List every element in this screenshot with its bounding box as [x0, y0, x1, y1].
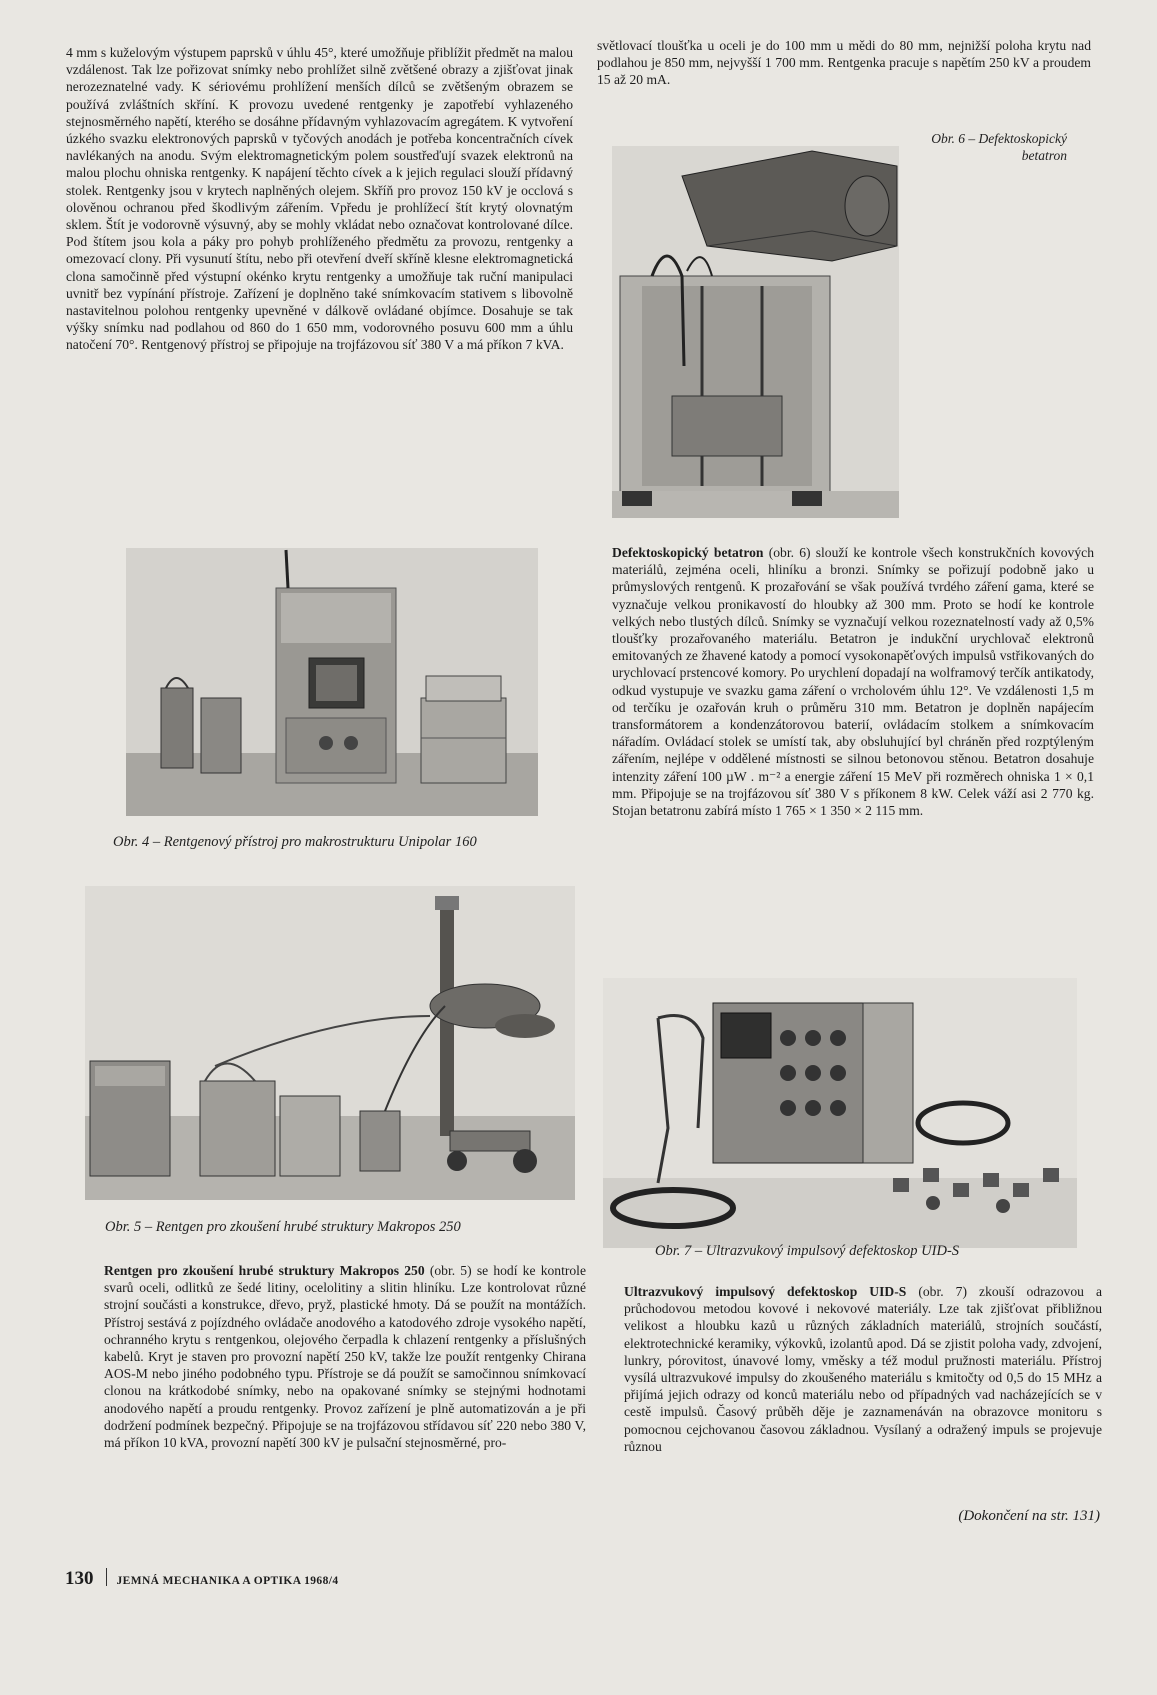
- page-number: 130: [65, 1568, 94, 1589]
- uid-s-heading: Ultrazvukový impulsový defektoskop UID-S: [624, 1284, 907, 1299]
- left-column-text-bottom: [104, 1262, 586, 1451]
- continuation-note: (Dokončení na str. 131): [958, 1508, 1100, 1524]
- page-footer: [65, 1566, 338, 1590]
- footer-divider: [106, 1568, 107, 1586]
- right-column-text-top: [597, 37, 1091, 89]
- makropos-body: (obr. 5) se hodí ke kontrole svarů oceli, odlitků ze šedé litiny, ocelolitiny a slitin hliníku. Lze kontrolovat různé strojní součásti a konstrukce, dřevo, pryž, plastické hmoty. Dá se použít na montážích. Přístroj sestává z pojízdného ovládače anodového a katodového zdroje vysokého napětí, ochranného krytu s rentgenkou, olejového čerpadla k chlazení rentgenky a příslušných kabelů. Kryt je staven pro provozní napětí 250 kV, takže lze použít rentgenky Chirana AOS-M nebo jiného podobného typu. Přístroje se dá použít se samočinnou snímkovací clonou na krátkodobé snímky, nebo na opakované snímky se stejnými hodnotami anodového napětí a proudu rentgenky. Provoz zařízení je plně automatizován a je při dodržení podmínek bezpečný. Připojuje se na trojfázovou střídavou síť 220 nebo 380 V, má příkon 10 kVA, provozní napětí 300 kV je pulsační stejnosměrné, pro-: [104, 1263, 586, 1451]
- journal-name: JEMNÁ MECHANIKA A OPTIKA 1968/4: [116, 1575, 339, 1587]
- makropos-heading: Rentgen pro zkoušení hrubé struktury Makropos 250: [104, 1263, 425, 1278]
- figure-4-caption: Obr. 4 – Rentgenový přístroj pro makrostrukturu Unipolar 160: [113, 834, 477, 850]
- left-paragraph-1: 4 mm s kuželovým výstupem paprsků v úhlu 45°, které umožňuje přiblížit předmět na malou vzdálenost. Tak lze pořizovat snímky nebo prohlížet silně zvětšené obrazy a zjišťovat jinak nerozeznatelné vady. K sériovému prohlížení menších dílců se zvětšeným obrazem se používá zvláštních skříní. K provozu uvedené rentgenky je zapotřebí vyhlazeného stejnosměrného napětí, kterého se dosáhne přídavným vyhlazovacím agregátem. K vytvoření úzkého svazku elektronových paprsků v tyčových anodách je potřeba koncentračních cívek navlékaných na anodu. Svým elektromagnetickým polem soustřeďují svazek elektronů na malou plochu ohniska rentgenky. K napájení těchto cívek a k jejich regulaci slouží přídavný stolek. Rentgenky jsou v krytech naplněných olejem. Skříň pro provoz 150 kV je occlová s olověnou ochranou před škodlivým zářením. Vpředu je prohlížecí štít krytý olovnatým sklem. Štít je vodorovně výsuvný, aby se mohly vkládat nebo označovat kontrolované dílce. Pod štítem jsou kola a páky pro pohyb prohlíženého předmětu za provozu, rentgenky a omezovací clony. Při vysunutí štítu, nebo při otevření dveří skříně klesne elektromagnetická clona samočinně před výstupní okénko krytu rentgenky a umožňuje tak ruční manipulaci uvnitř bez vypínání přístroje. Zařízení je doplněno také snímkovacím stativem s libovolně nastavitelnou polohou rentgenky upevněné v dálkově ovládané objímce. Dosahuje se tak výšky snímku nad podlahou od 860 do 1 650 mm, vodorovného posuvu 600 mm a úhlu natočení 70°. Rentgenový přístroj se připojuje na trojfázovou síť 380 V a má příkon 7 kVA.: [66, 45, 573, 353]
- right-paragraph-1: světlovací tloušťka u oceli je do 100 mm u mědi do 80 mm, nejnižší poloha krytu nad podlahou je 850 mm, nejvyšší 1 700 mm. Rentgenka pracuje s napětím 250 kV a proudem 15 až 20 mA.: [597, 38, 1091, 88]
- right-paragraph-3: [624, 1283, 1102, 1455]
- betatron-heading: Defektoskopický betatron: [612, 545, 764, 560]
- figure-5-photo: [85, 886, 575, 1200]
- right-column-text-bottom: [624, 1283, 1102, 1455]
- figure-7-photo: [603, 978, 1077, 1248]
- figure-7-caption: Obr. 7 – Ultrazvukový impulsový defektoskop UID-S: [655, 1243, 960, 1259]
- figure-5-caption: Obr. 5 – Rentgen pro zkoušení hrubé struktury Makropos 250: [105, 1219, 461, 1235]
- uid-s-body: (obr. 7) zkouší odrazovou a průchodovou metodou kovové i nekovové materiály. Lze tak zjišťovat přibližnou velikost a hloubku kazů u různých základních materiálů, strojních součástí, elektrotechnické keramiky, výkovků, izolantů apod. Dá se zjistit poloha vady, zdvojení, lunkry, pórovitost, únavové lomy, vměsky a též modul pružnosti materiálu. Přístroj vysílá ultrazvukové impulsy do zkoušeného materiálu s kmitočty od 0,5 do 15 MHz a přijímá jejich odrazy od konců materiálu nebo od případných vad nacházejících se v cestě impulsů. Časový průběh děje je zaznamenáván na obrazovce monitoru s pomocnou cejchovanou časovou základnou. Vysílaný a odražený impuls se projevuje různou: [624, 1284, 1102, 1454]
- left-column-text-top: [66, 44, 573, 354]
- figure-6-photo: [612, 146, 899, 518]
- betatron-body: (obr. 6) slouží ke kontrole všech konstrukčních kovových materiálů, zejména oceli, hliníku a bronzi. Snímky se pořizují podobně jako u průmyslových rentgenů. K prozařování se však používá tvrdého záření gama, které se vyznačuje velkou pronikavostí do hloubky až 300 mm. Proto se hodí ke kontrole velkých nebo tlustých dílců. Snímky se vyznačují velkou rozeznatelností vady až 0,5% tloušťky prozařovaného materiálu. Betatron je indukční urychlovač elektronů emitovaných ze žhavené katody a pomocí vysokonapěťových impulsů vstřikovaných do urychlovací prstencové komory. Po urychlení dopadají na wolframový terčík antikatody, odkud vystupuje ve svazku gama záření o vrcholovém úhlu 12°. Ve vzdálenosti 1,5 m od terčíku je ozařován kruh o průměru 310 mm. Betatron je doplněn napájecím transformátorem a kondenzátorovou baterií, ovládacím stolkem a snímkovacím nářadím. Ovládací stolek se umístí tak, aby obsluhující byl chráněn před rozptýleným zářením, nejlépe v oddělené místnosti se silnou betonovou stěnou. Betatron dosahuje intenzity záření 100 µW . m⁻² a energie záření 15 MeV při rozměrech ohniska 1 × 0,1 mm. Připojuje se na trojfázovou síť 380 V s příkonem 8 kW. Celek váží asi 2 770 kg. Stojan betatronu zabírá místo 1 765 × 1 350 × 2 115 mm.: [612, 545, 1094, 819]
- left-paragraph-2: [104, 1262, 586, 1451]
- right-paragraph-2: [612, 544, 1094, 819]
- figure-4-photo: [126, 548, 538, 816]
- right-column-text-middle: [612, 544, 1094, 819]
- figure-6-caption: Obr. 6 – Defektoskopický betatron: [931, 131, 1067, 163]
